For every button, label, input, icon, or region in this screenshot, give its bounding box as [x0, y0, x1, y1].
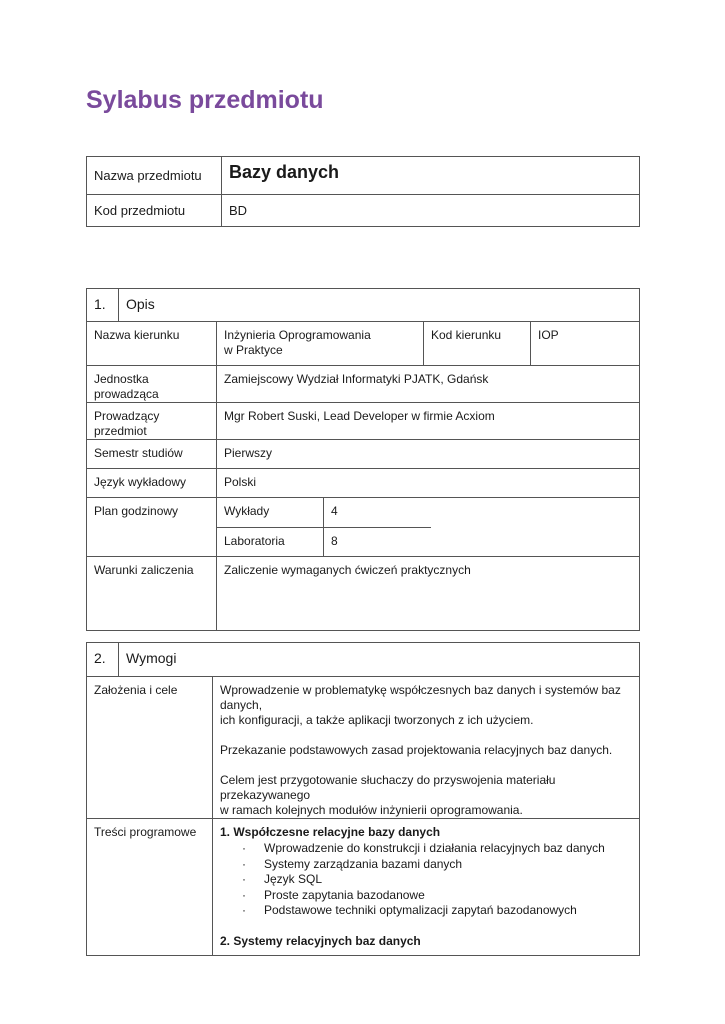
- zalozenia-paragraph: Przekazanie podstawowych zasad projektowania relacyjnych baz danych.: [220, 743, 613, 757]
- plan-table: [217, 498, 640, 557]
- topic-title: 2. Systemy relacyjnych baz danych: [220, 933, 421, 948]
- bullet-icon: ·: [242, 887, 246, 902]
- zalozenia-line: Wprowadzenie w problematykę współczesnych baz danych i systemów baz danych,: [220, 683, 621, 712]
- zalozenia-line: w ramach kolejnych modułów inżynierii oprogramowania.: [220, 803, 523, 817]
- subject-name-value: Bazy danych: [222, 157, 640, 195]
- plan-type: Laboratoria: [217, 528, 324, 556]
- table-row: [87, 157, 640, 195]
- prowadzacy-label: Prowadzący przedmiot: [87, 403, 217, 440]
- warunki-label: Warunki zaliczenia: [87, 557, 217, 631]
- list-item: [220, 872, 632, 888]
- semestr-value: Pierwszy: [217, 440, 640, 469]
- list-item-text: Język SQL: [264, 872, 323, 886]
- table-row: [87, 469, 640, 498]
- jezyk-value: Polski: [217, 469, 640, 498]
- topic-title: 1. Współczesne relacyjne bazy danych: [220, 825, 441, 839]
- list-item: [220, 903, 632, 919]
- tresci-label: Treści programowe: [87, 819, 213, 956]
- semestr-label: Semestr studiów: [87, 440, 217, 469]
- plan-row: [217, 527, 431, 556]
- table-row: [87, 366, 640, 403]
- plan-hours: 4: [331, 504, 338, 518]
- zalozenia-label: Założenia i cele: [87, 677, 213, 819]
- kierunek-value-line2: w Praktyce: [224, 343, 283, 357]
- kierunek-value: [217, 322, 424, 366]
- kod-kierunku-label: Kod kierunku: [424, 322, 531, 366]
- zalozenia-value: [213, 677, 640, 819]
- table-row: [87, 195, 640, 227]
- list-item: [220, 841, 632, 857]
- subject-code-value: BD: [222, 195, 640, 227]
- jednostka-value: Zamiejscowy Wydział Informatyki PJATK, Gdańsk: [217, 366, 640, 403]
- zalozenia-paragraph: [220, 683, 632, 728]
- list-item: [220, 888, 632, 904]
- section-heading: Wymogi: [119, 643, 640, 677]
- bullet-icon: ·: [242, 903, 246, 917]
- table-row: [87, 322, 640, 366]
- plan-type: Wykłady: [217, 498, 324, 527]
- list-item-text: Proste zapytania bazodanowe: [264, 887, 425, 902]
- page-title: Sylabus przedmiotu: [86, 86, 324, 114]
- table-row: [87, 557, 640, 631]
- prowadzacy-value: Mgr Robert Suski, Lead Developer w firmie Acxiom: [217, 403, 640, 440]
- table-row: [87, 819, 640, 956]
- zalozenia-line: Celem jest przygotowanie słuchaczy do przyswojenia materiału przekazywanego: [220, 773, 556, 802]
- zalozenia-line: ich konfiguracji, a także aplikacji tworzonych z ich użyciem.: [220, 713, 534, 727]
- subject-table: [86, 156, 640, 227]
- bullet-icon: ·: [242, 872, 246, 886]
- section-opis-table: [86, 288, 640, 631]
- kierunek-label: Nazwa kierunku: [87, 322, 217, 366]
- section-heading: Opis: [119, 289, 640, 322]
- plan-hours: 8: [331, 534, 338, 548]
- kierunek-value-line1: Inżynieria Oprogramowania: [224, 328, 371, 342]
- kod-kierunku-value: IOP: [531, 322, 640, 366]
- table-row: [87, 403, 640, 440]
- table-row: [87, 440, 640, 469]
- list-item: [220, 857, 632, 873]
- jednostka-label: Jednostka prowadząca: [87, 366, 217, 403]
- table-row: [87, 289, 640, 322]
- tresci-value: [213, 819, 640, 956]
- zalozenia-paragraph: [220, 773, 632, 818]
- plan-row: [217, 498, 639, 527]
- bullet-icon: ·: [242, 841, 246, 855]
- section-number: 2.: [87, 643, 119, 677]
- table-row: [87, 498, 640, 557]
- list-item-text: Podstawowe techniki optymalizacji zapytań bazodanowych: [264, 903, 577, 917]
- topic-list: [220, 841, 632, 919]
- section-wymogi-table: [86, 642, 640, 956]
- warunki-value: Zaliczenie wymaganych ćwiczeń praktycznych: [217, 557, 640, 631]
- list-item-text: Systemy zarządzania bazami danych: [264, 856, 463, 871]
- list-item-text: Wprowadzenie do konstrukcji i działania relacyjnych baz danych: [264, 841, 605, 855]
- bullet-icon: ·: [242, 856, 246, 871]
- jezyk-label: Język wykładowy: [87, 469, 217, 498]
- subject-code-label: Kod przedmiotu: [87, 195, 222, 227]
- table-row: [87, 677, 640, 819]
- subject-name-label: Nazwa przedmiotu: [87, 157, 222, 195]
- section-number: 1.: [87, 289, 119, 322]
- table-row: [87, 643, 640, 677]
- plan-label: Plan godzinowy: [87, 498, 217, 557]
